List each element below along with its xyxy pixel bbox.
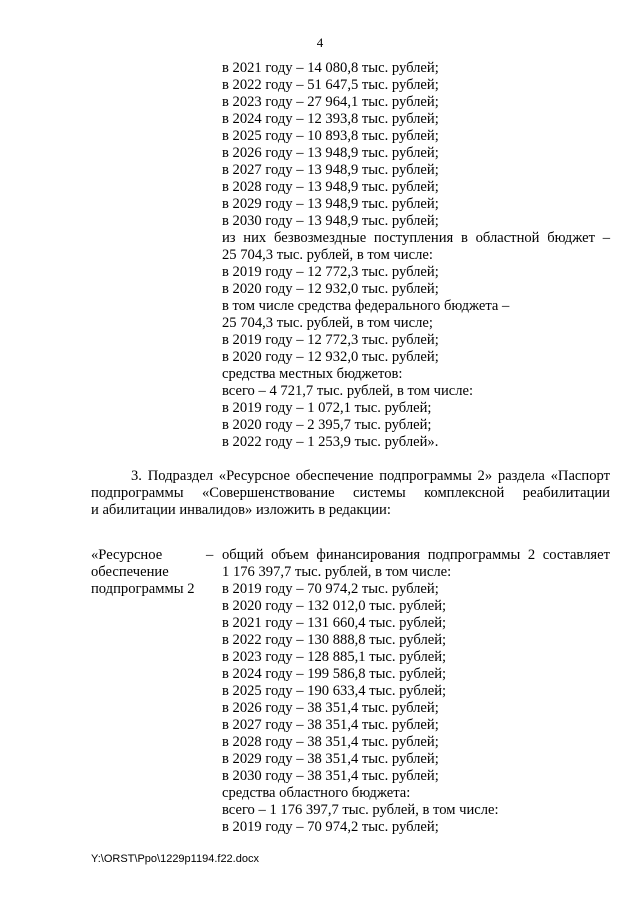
text-line: в 2022 году – 1 253,9 тыс. рублей». <box>222 434 439 450</box>
resource-label: подпрограммы 2 <box>91 581 195 597</box>
text-line: всего – 1 176 397,7 тыс. рублей, в том числе: <box>222 802 499 818</box>
text-line: в 2019 году – 70 974,2 тыс. рублей; <box>222 819 439 835</box>
text-line: в 2019 году – 1 072,1 тыс. рублей; <box>222 400 432 416</box>
text-line: в 2021 году – 131 660,4 тыс. рублей; <box>222 615 447 631</box>
resource-label: «Ресурсное <box>91 547 163 563</box>
text-line: в 2022 году – 130 888,8 тыс. рублей; <box>222 632 447 648</box>
text-line: средства местных бюджетов: <box>222 366 403 382</box>
text-line: в 2019 году – 70 974,2 тыс. рублей; <box>222 581 439 597</box>
text-line: 1 176 397,7 тыс. рублей, в том числе: <box>222 564 452 580</box>
text-line: в 2025 году – 190 633,4 тыс. рублей; <box>222 683 447 699</box>
text-line: в 2027 году – 38 351,4 тыс. рублей; <box>222 717 439 733</box>
text-line: в 2028 году – 38 351,4 тыс. рублей; <box>222 734 439 750</box>
text-line: в 2026 году – 38 351,4 тыс. рублей; <box>222 700 439 716</box>
text-line: в 2020 году – 132 012,0 тыс. рублей; <box>222 598 447 614</box>
text-line: в 2019 году – 12 772,3 тыс. рублей; <box>222 264 439 280</box>
text-line: 25 704,3 тыс. рублей, в том числе: <box>222 247 433 263</box>
text-line: в 2024 году – 199 586,8 тыс. рублей; <box>222 666 447 682</box>
text-line: в 2025 году – 10 893,8 тыс. рублей; <box>222 128 439 144</box>
text-line: в 2020 году – 12 932,0 тыс. рублей; <box>222 281 439 297</box>
text-line: общий объем финансирования подпрограммы 2 составляет <box>222 547 610 563</box>
text-line: в 2029 году – 38 351,4 тыс. рублей; <box>222 751 439 767</box>
text-line: в 2020 году – 12 932,0 тыс. рублей; <box>222 349 439 365</box>
text-line: средства областного бюджета: <box>222 785 411 801</box>
text-line: всего – 4 721,7 тыс. рублей, в том числе: <box>222 383 474 399</box>
text-line: в 2028 году – 13 948,9 тыс. рублей; <box>222 179 439 195</box>
text-line: в 2020 году – 2 395,7 тыс. рублей; <box>222 417 432 433</box>
text-line: из них безвозмездные поступления в областной бюджет – <box>222 230 610 246</box>
paragraph-line: и абилитации инвалидов» изложить в редакции: <box>91 502 391 518</box>
resource-label: обеспечение <box>91 564 169 580</box>
paragraph-line: 3. Подраздел «Ресурсное обеспечение подпрограммы 2» раздела «Паспорт <box>131 468 610 484</box>
text-line: в 2026 году – 13 948,9 тыс. рублей; <box>222 145 439 161</box>
page-number: 4 <box>316 35 324 50</box>
text-line: в 2021 году – 14 080,8 тыс. рублей; <box>222 60 439 76</box>
text-line: 25 704,3 тыс. рублей, в том числе; <box>222 315 433 331</box>
text-line: в том числе средства федерального бюджета – <box>222 298 510 314</box>
text-line: в 2019 году – 12 772,3 тыс. рублей; <box>222 332 439 348</box>
text-line: в 2029 году – 13 948,9 тыс. рублей; <box>222 196 439 212</box>
text-line: в 2030 году – 38 351,4 тыс. рублей; <box>222 768 439 784</box>
text-line: в 2023 году – 128 885,1 тыс. рублей; <box>222 649 447 665</box>
separator-dash: – <box>206 547 214 563</box>
text-line: в 2022 году – 51 647,5 тыс. рублей; <box>222 77 439 93</box>
file-path-footer: Y:\ORST\Ppo\1229p1194.f22.docx <box>91 853 259 865</box>
text-line: в 2027 году – 13 948,9 тыс. рублей; <box>222 162 439 178</box>
text-line: в 2030 году – 13 948,9 тыс. рублей; <box>222 213 439 229</box>
paragraph-line: подпрограммы «Совершенствование системы комплексной реабилитации <box>91 485 610 501</box>
text-line: в 2023 году – 27 964,1 тыс. рублей; <box>222 94 439 110</box>
text-line: в 2024 году – 12 393,8 тыс. рублей; <box>222 111 439 127</box>
